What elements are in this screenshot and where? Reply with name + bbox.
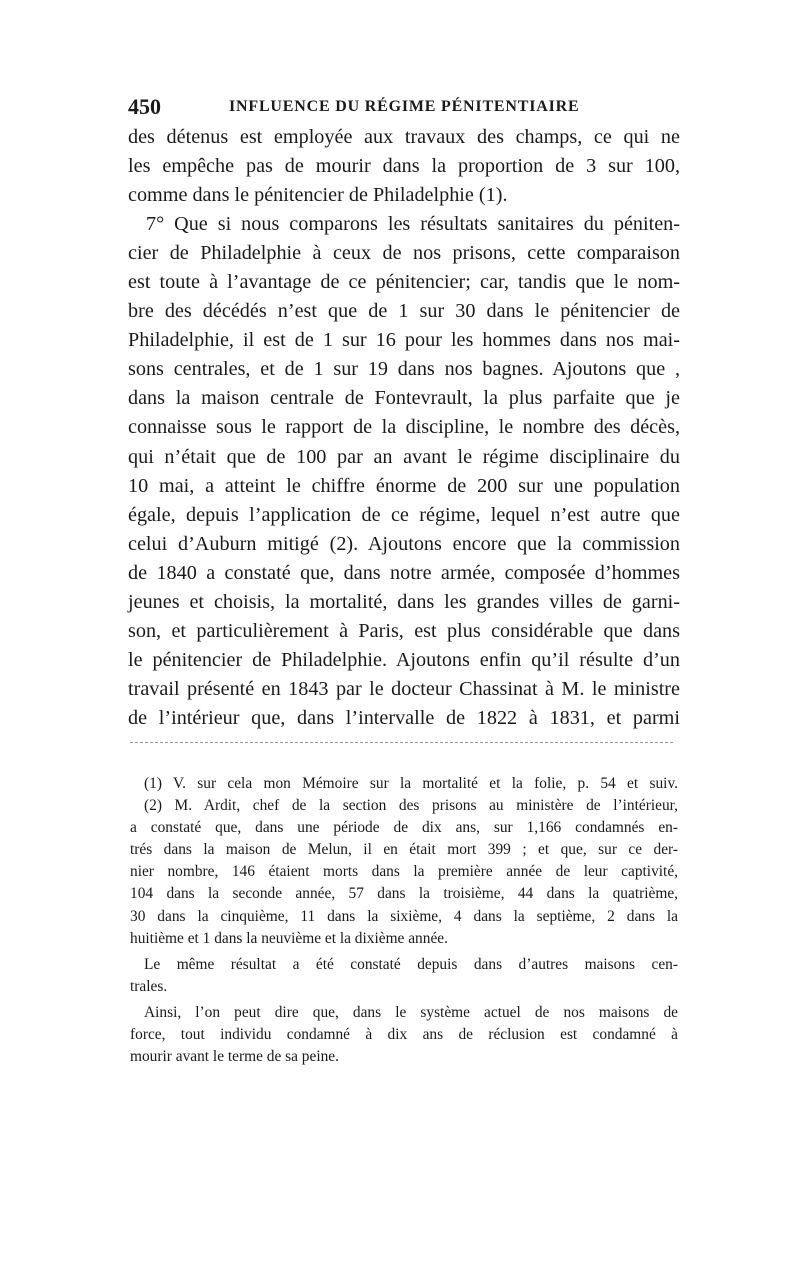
main-text: [128, 123, 680, 733]
footnote-line: trés dans la maison de Melun, il en était mort 399 ; et que, sur ce der-: [130, 841, 678, 859]
footnote-line: 104 dans la seconde année, 57 dans la troisième, 44 dans la quatrième,: [130, 885, 678, 903]
text-line: travail présenté en 1843 par le docteur Chassinat à M. le ministre: [128, 677, 680, 700]
text-line: comme dans le pénitencier de Philadelphie (1).: [128, 184, 508, 207]
text-line: sons centrales, et de 1 sur 19 dans nos bagnes. Ajoutons que ,: [128, 358, 680, 381]
footnote-line: huitième et 1 dans la neuvième et la dixième année.: [130, 929, 448, 947]
footnote-line: 30 dans la cinquième, 11 dans la sixième, 4 dans la septième, 2 dans la: [130, 907, 678, 925]
footnote-line: mourir avant le terme de sa peine.: [130, 1048, 339, 1066]
footnote-line: (2) M. Ardit, chef de la section des prisons au ministère de l’intérieur,: [144, 797, 678, 815]
text-line: son, et particulièrement à Paris, est plus considérable que dans: [128, 619, 680, 642]
footnote-line: (1) V. sur cela mon Mémoire sur la mortalité et la folie, p. 54 et suiv.: [144, 775, 678, 792]
text-line: 10 mai, a atteint le chiffre énorme de 200 sur une population: [128, 474, 680, 497]
text-line: dans la maison centrale de Fontevrault, la plus parfaite que je: [128, 387, 680, 410]
footnote-line: trales.: [130, 977, 168, 995]
text-line: connaisse sous le rapport de la discipline, le nombre des décès,: [128, 416, 680, 439]
footnote-line: nier nombre, 146 étaient morts dans la première année de leur captivité,: [130, 863, 678, 881]
text-line: de l’intérieur que, dans l’intervalle de 1822 à 1831, et parmi: [128, 706, 680, 729]
text-line: celui d’Auburn mitigé (2). Ajoutons encore que la commission: [128, 532, 680, 555]
text-line: égale, depuis l’application de ce régime, lequel n’est autre que: [128, 503, 680, 526]
page-header: [128, 94, 688, 120]
footnotes: [130, 773, 678, 1068]
footnote-line: force, tout individu condamné à dix ans de réclusion est condamné à: [130, 1026, 678, 1044]
page-number: 450: [128, 94, 161, 119]
text-line: qui n’était que de 100 par an avant le régime disciplinaire du: [128, 445, 680, 468]
text-line: de 1840 a constaté que, dans notre armée, composée d’hommes: [128, 561, 680, 584]
text-line: Philadelphie, il est de 1 sur 16 pour les hommes dans nos mai-: [128, 329, 680, 352]
text-line: des détenus est employée aux travaux des champs, ce qui ne: [128, 126, 680, 148]
footnote-separator: [130, 742, 673, 743]
text-line: cier de Philadelphie à ceux de nos prisons, cette comparaison: [128, 242, 680, 265]
text-line: le pénitencier de Philadelphie. Ajoutons enfin qu’il résulte d’un: [128, 648, 680, 671]
footnote-line: Ainsi, l’on peut dire que, dans le système actuel de nos maisons de: [144, 1003, 678, 1021]
text-line: bre des décédés n’est que de 1 sur 30 dans le pénitencier de: [128, 300, 680, 323]
text-line: jeunes et choisis, la mortalité, dans les grandes villes de garni-: [128, 590, 680, 613]
footnote-line: a constaté que, dans une période de dix ans, sur 1,166 condamnés en-: [130, 819, 678, 837]
text-line: 7° Que si nous comparons les résultats sanitaires du péniten-: [146, 213, 680, 236]
running-title: INFLUENCE DU RÉGIME PÉNITENTIAIRE: [229, 98, 580, 115]
text-line: est toute à l’avantage de ce pénitencier; car, tandis que le nom-: [128, 271, 680, 294]
text-line: les empêche pas de mourir dans la proportion de 3 sur 100,: [128, 155, 680, 178]
footnote-line: Le même résultat a été constaté depuis dans d’autres maisons cen-: [144, 955, 678, 973]
